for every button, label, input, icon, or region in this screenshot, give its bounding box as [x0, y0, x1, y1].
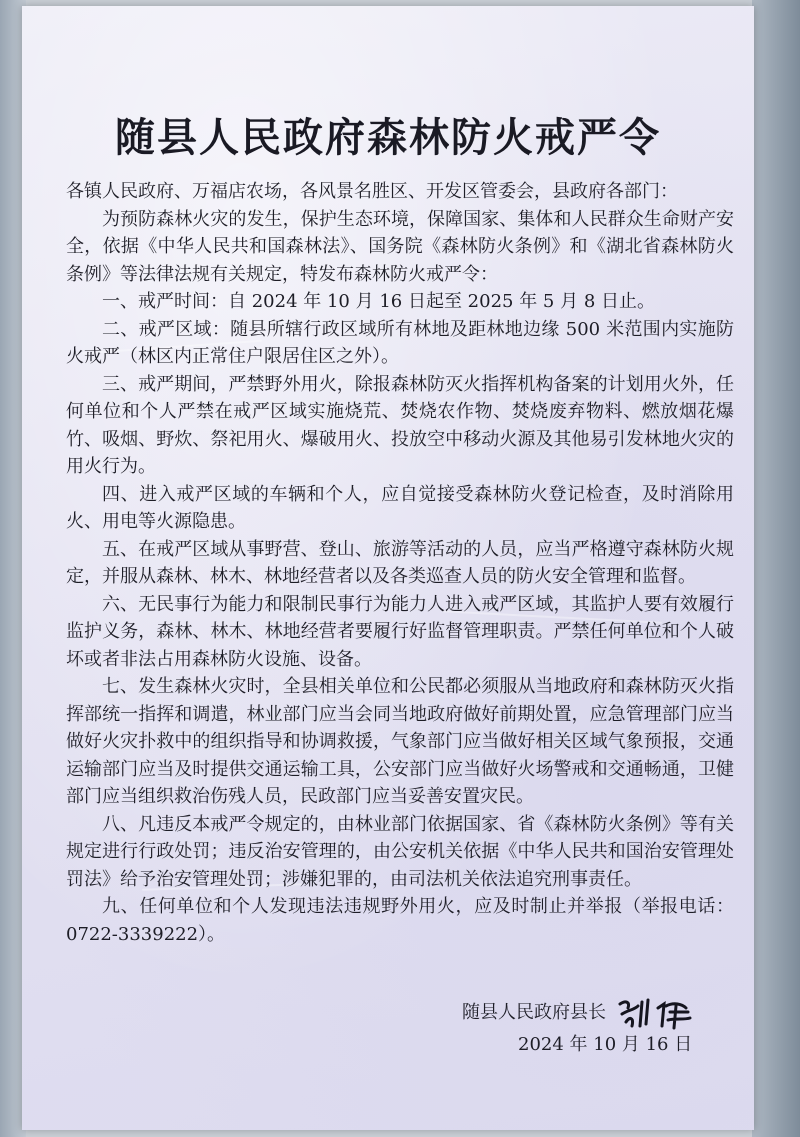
clause-4-inspection: 四、进入戒严区域的车辆和个人，应自觉接受森林防火登记检查，及时消除用火、用电等火源隐患。 — [66, 483, 734, 532]
clause-9-reporting: 九、任何单位和个人发现违法违规野外用火，应及时制止并举报（举报电话：0722-3339222）。 — [66, 896, 734, 945]
handwritten-signature — [616, 996, 696, 1030]
notice-body — [66, 178, 734, 948]
clause-3-prohibitions: 三、戒严期间，严禁野外用火，除报森林防灭火指挥机构备案的计划用火外，任何单位和个人严禁在戒严区域实施烧荒、焚烧农作物、焚烧废弃物料、燃放烟花爆竹、吸烟、野炊、祭祀用火、爆破用火、投放空中移动火源及其他易引发林地火灾的用火行为。 — [66, 373, 734, 477]
signatory-title: 随县人民政府县长 — [462, 1002, 606, 1023]
clause-1-period: 一、戒严时间：自 2024 年 10 月 16 日起至 2025 年 5 月 8 日止。 — [102, 291, 655, 312]
signature-block — [462, 996, 732, 1060]
clause-2-area: 二、戒严区域：随县所辖行政区域所有林地及距林地边缘 500 米范围内实施防火戒严（林区内正常住户限居住区之外）。 — [66, 318, 734, 367]
notice-date: 2024 年 10 月 16 日 — [518, 1034, 693, 1055]
signatory-line — [462, 996, 732, 1030]
notice-salutation: 各镇人民政府、万福店农场，各风景名胜区、开发区管委会，县政府各部门： — [66, 181, 678, 202]
notice-title: 随县人民政府森林防火戒严令 — [115, 115, 661, 161]
wall-backdrop-right — [752, 0, 800, 1137]
clause-7-response: 七、发生森林火灾时，全县相关单位和公民都必须服从当地政府和森林防灭火指挥部统一指挥和调遣，林业部门应当会同当地政府做好前期处置，应急管理部门应当做好火灾扑救中的组织指导和协调救援，气象部门应当做好相关区域气象预报，交通运输部门应当及时提供交通运输工具，公安部门应当做好火场警戒和交通畅通，卫健部门应当组织救治伤残人员，民政部门应当妥善安置灾民。 — [66, 676, 734, 807]
clause-8-penalties: 八、凡违反本戒严令规定的，由林业部门依据国家、省《森林防火条例》等有关规定进行行政处罚；违反治安管理的，由公安机关依据《中华人民共和国治安管理处罚法》给予治安管理处罚；涉嫌犯罪的，由司法机关依法追究刑事责任。 — [66, 813, 734, 890]
clause-6-guardians: 六、无民事行为能力和限制民事行为能力人进入戒严区域，其监护人要有效履行监护义务，森林、林木、林地经营者要履行好监督管理职责。严禁任何单位和个人破坏或者非法占用森林防火设施、设备。 — [66, 593, 734, 670]
clause-5-activities: 五、在戒严区域从事野营、登山、旅游等活动的人员，应当严格遵守森林防火规定，并服从森林、林木、林地经营者以及各类巡查人员的防火安全管理和监督。 — [66, 538, 734, 587]
notice-preamble: 为预防森林火灾的发生，保护生态环境，保障国家、集体和人民群众生命财产安全，依据《中华人民共和国森林法》、国务院《森林防火条例》和《湖北省森林防火条例》等法律法规有关规定，特发布森林防火戒严令： — [66, 208, 734, 285]
posted-notice-sheet — [22, 6, 754, 1130]
